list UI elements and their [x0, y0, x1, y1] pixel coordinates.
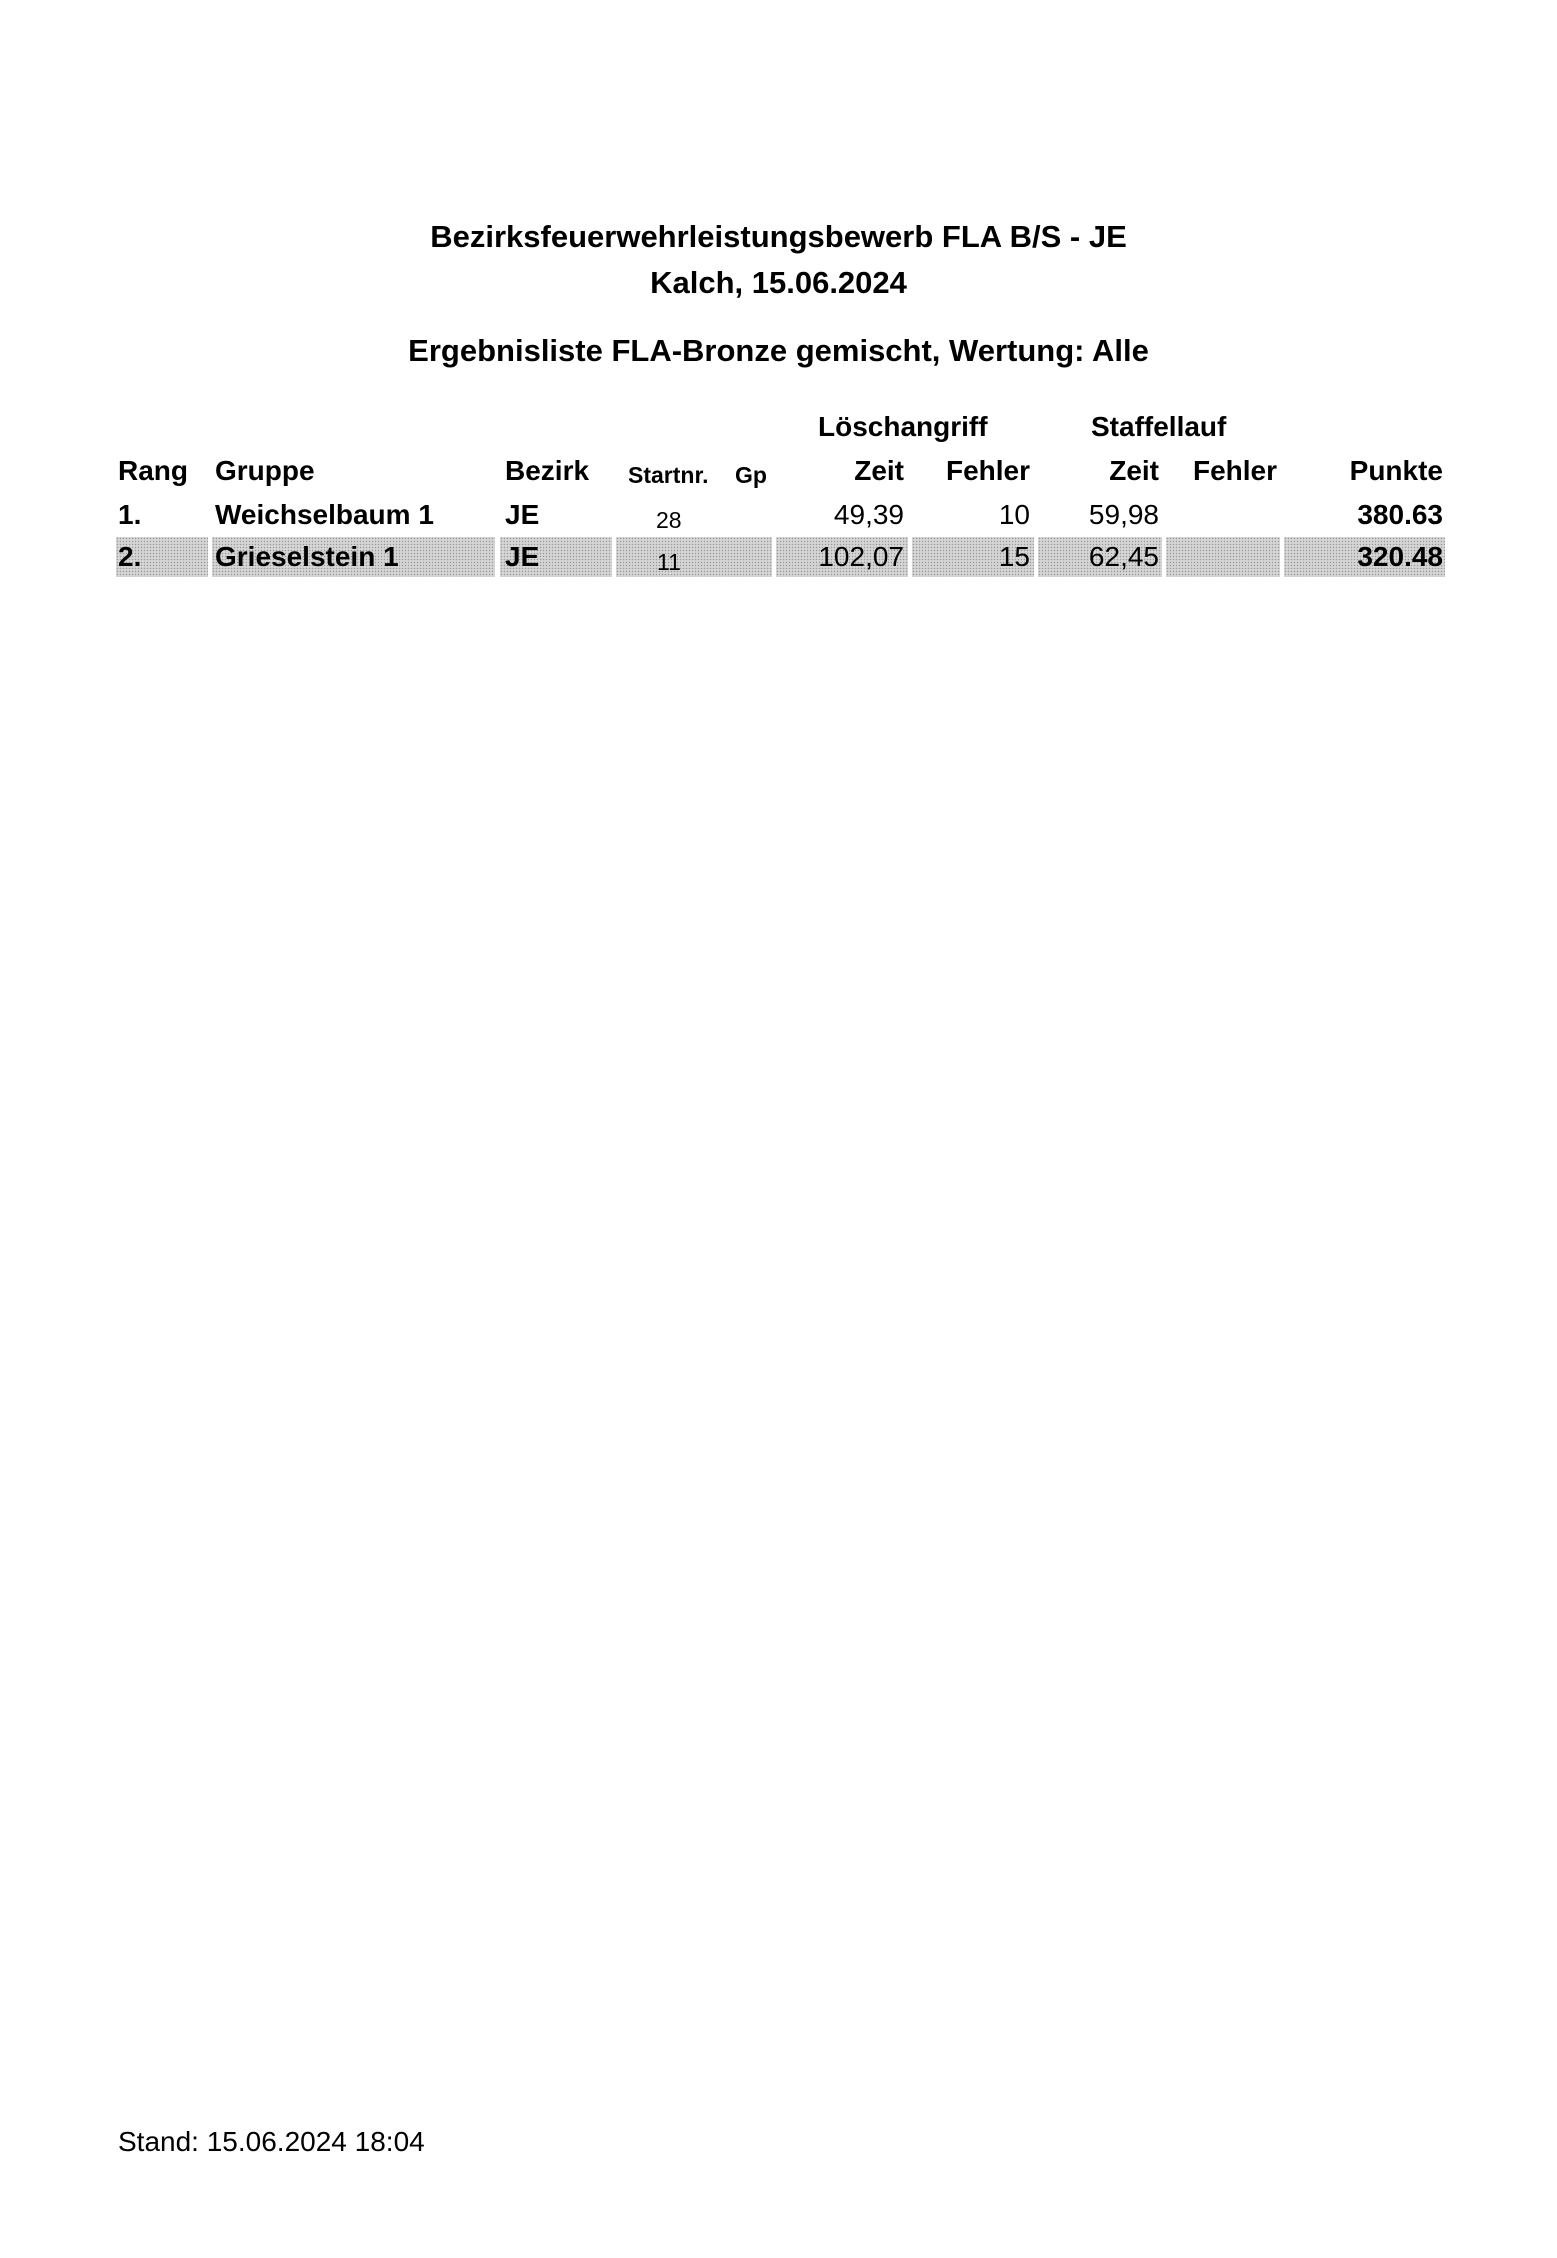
header-punkte: Punkte — [1349, 455, 1443, 486]
header-sl-fehler: Fehler — [1193, 455, 1278, 486]
stand-timestamp: Stand: 15.06.2024 18:04 — [118, 2126, 425, 2157]
header-startnr: Startnr. — [628, 462, 709, 488]
cell-bezirk: JE — [505, 541, 540, 572]
cell-gruppe: Grieselstein 1 — [215, 541, 399, 572]
cell-startnr: 28 — [656, 507, 682, 533]
cell-la-fehler: 10 — [998, 499, 1030, 530]
cell-bezirk: JE — [505, 499, 540, 530]
group-header-staffellauf: Staffellauf — [1091, 411, 1227, 442]
header-gruppe: Gruppe — [215, 455, 315, 486]
cell-la-fehler: 15 — [998, 541, 1030, 572]
page-title: Bezirksfeuerwehrleistungsbewerb FLA B/S - JE — [430, 219, 1127, 254]
cell-rang: 2. — [118, 541, 142, 572]
group-header-loeschangriff: Löschangriff — [818, 411, 988, 442]
header-gp: Gp — [735, 462, 767, 488]
header-rang: Rang — [118, 455, 188, 486]
cell-punkte: 380.63 — [1357, 499, 1443, 530]
cell-punkte: 320.48 — [1357, 541, 1443, 572]
row-shading — [1166, 537, 1280, 577]
cell-rang: 1. — [118, 499, 142, 530]
results-subtitle: Ergebnisliste FLA-Bronze gemischt, Wertung: Alle — [408, 333, 1149, 368]
cell-sl-zeit: 62,45 — [1088, 541, 1159, 572]
header-sl-zeit: Zeit — [1109, 455, 1159, 486]
row-shading — [616, 537, 772, 577]
cell-startnr: 11 — [657, 549, 681, 575]
header-la-zeit: Zeit — [854, 455, 904, 486]
header-la-fehler: Fehler — [945, 455, 1030, 486]
event-location-date: Kalch, 15.06.2024 — [650, 265, 907, 300]
cell-la-zeit: 49,39 — [833, 499, 904, 530]
cell-la-zeit: 102,07 — [818, 541, 904, 572]
cell-sl-zeit: 59,98 — [1088, 499, 1159, 530]
cell-gruppe: Weichselbaum 1 — [215, 499, 434, 530]
header-bezirk: Bezirk — [505, 455, 590, 486]
